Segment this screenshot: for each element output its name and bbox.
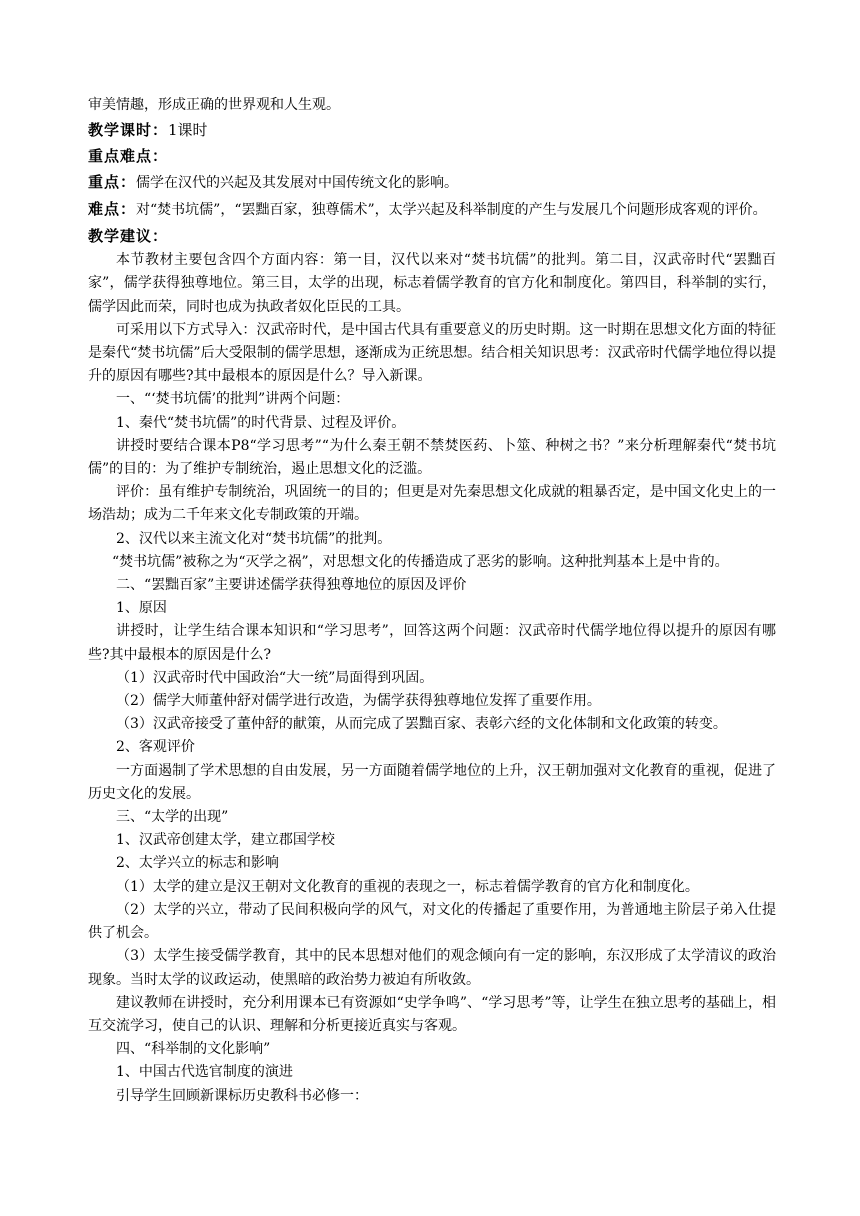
list-item: （2）太学的兴立，带动了民间积极向学的风气，对文化的传播起了重要作用，为普通地主阶层子弟入仕提供了机会。	[88, 901, 776, 942]
difficult-point	[88, 196, 776, 223]
paragraph: 一方面遏制了学术思想的自由发展，另一方面随着儒学地位的上升，汉王朝加强对文化教育的重视，促进了历史文化的发展。	[88, 762, 776, 802]
list-item: （1）汉武帝时代中国政治“大一统”局面得到巩固。	[116, 669, 434, 686]
paragraph: 讲授时要结合课本P8“学习思考”“为什么秦王朝不禁焚医药、卜筮、种树之书？”来分析理解秦代“焚书坑儒”的目的：为了维护专制统治，遏止思想文化的泛滥。	[88, 437, 776, 478]
paragraph: 评价：虽有维护专制统治，巩固统一的目的；但更是对先秦思想文化成就的粗暴否定，是中国文化史上的一场浩劫；成为二千年来文化专制政策的开端。	[88, 484, 776, 524]
list-item: （1）太学的建立是汉王朝对文化教育的重视的表现之一，标志着儒学教育的官方化和制度化。	[116, 878, 699, 895]
paragraph: 可采用以下方式导入：汉武帝时代，是中国古代具有重要意义的历史时期。这一时期在思想文化方面的特征是秦代“焚书坑儒”后大受限制的儒学思想，逐渐成为正统思想。结合相关知识思考：汉武帝时代儒学地位得以提升的原因有哪些?其中最根本的原因是什么？导入新课。	[88, 321, 776, 385]
paragraph: 本节教材主要包含四个方面内容：第一目，汉代以来对“焚书坑儒”的批判。第二目，汉武帝时代“罢黜百家”，儒学获得独尊地位。第三目，太学的出现，标志着儒学教育的官方化和制度化。第四目，科举制的实行，儒学因此而荣，同时也成为执政者奴化臣民的工具。	[88, 252, 776, 315]
paragraph: 1、秦代“焚书坑儒”的时代背景、过程及评价。	[116, 414, 406, 431]
paragraph: 讲授时，让学生结合课本知识和“学习思考”，回答这两个问题：汉武帝时代儒学地位得以提升的原因有哪些?其中最根本的原因是什么?	[88, 623, 776, 663]
section-heading: 二、“罢黜百家”主要讲述儒学获得独尊地位的原因及评价	[116, 577, 467, 594]
paragraph: 建议教师在讲授时，充分利用课本已有资源如“史学争鸣”、“学习思考”等，让学生在独立思考的基础上，相互交流学习，使自己的认识、理解和分析更接近真实与客观。	[88, 994, 776, 1034]
key-point	[88, 169, 776, 196]
key-point-text: 儒学在汉代的兴起及其发展对中国传统文化的影响。	[136, 175, 459, 192]
paragraph: 2、客观评价	[116, 739, 195, 756]
list-item: （3）汉武帝接受了董仲舒的献策，从而完成了罢黜百家、表彰六经的文化体制和文化政策的转变。	[116, 716, 727, 733]
paragraph: “焚书坑儒”被称之为“灭学之祸”，对思想文化的传播造成了恶劣的影响。这种批判基本上是中肯的。	[112, 553, 729, 570]
section-heading: 一、“‘焚书坑儒’的批判”讲两个问题：	[116, 391, 350, 408]
paragraph: 1、汉武帝创建太学，建立郡国学校	[116, 832, 335, 849]
list-item: （3）太学生接受儒学教育，其中的民本思想对他们的观念倾向有一定的影响，东汉形成了太学清议的政治现象。当时太学的议政运动，使黑暗的政治势力被迫有所收敛。	[88, 948, 776, 988]
section-heading: 三、“太学的出现”	[116, 809, 229, 826]
section-heading: 四、“科举制的文化影响”	[116, 1041, 271, 1058]
difficult-point-label: 难点：	[88, 200, 137, 219]
teaching-hours-value: 1课时	[168, 121, 208, 140]
document-body	[88, 94, 776, 1108]
difficult-point-text: 对“焚书坑儒”，“罢黜百家，独尊儒术”，太学兴起及科举制度的产生与发展几个问题形成客观的评价。	[136, 202, 767, 219]
list-item: （2）儒学大师董仲舒对儒学进行改造，为儒学获得独尊地位发挥了重要作用。	[116, 693, 601, 710]
paragraph: 2、太学兴立的标志和影响	[116, 855, 279, 872]
paragraph: 引导学生回顾新课标历史教科书必修一：	[116, 1087, 368, 1104]
teaching-hours-label: 教学课时：	[88, 121, 169, 140]
teaching-hours	[88, 117, 776, 143]
paragraph: 1、中国古代选官制度的演进	[116, 1064, 293, 1081]
key-point-label: 重点：	[88, 173, 137, 192]
key-difficult-heading: 重点难点：	[88, 147, 169, 166]
paragraph: 2、汉代以来主流文化对“焚书坑儒”的批判。	[116, 530, 392, 547]
text-line: 审美情趣，形成正确的世界观和人生观。	[88, 97, 340, 113]
teaching-advice-heading: 教学建议：	[88, 227, 169, 246]
paragraph: 1、原因	[116, 600, 167, 617]
